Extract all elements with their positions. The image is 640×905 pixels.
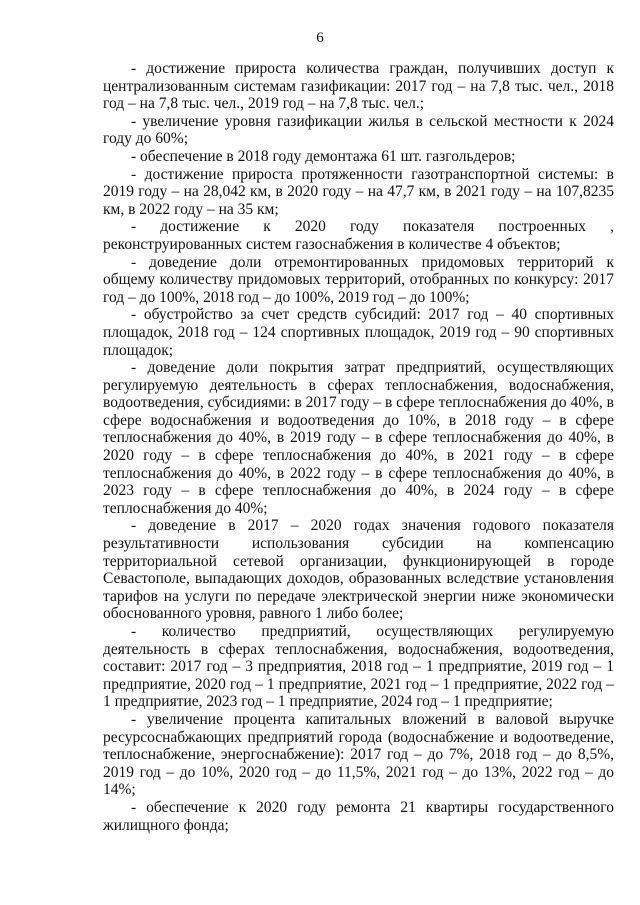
- list-item: - увеличение уровня газификации жилья в сельской местности к 2024 году до 60%;: [103, 112, 614, 148]
- list-item: - достижение прироста протяженности газотранспортной системы: в 2019 году – на 28,042 км, в 2020 году – на 47,7 км, в 2021 году – на 107,8235 км, в 2022 году – на 35 км;: [103, 165, 614, 218]
- list-item: - обеспечение в 2018 году демонтажа 61 шт. газгольдеров;: [131, 147, 516, 165]
- list-item: - достижение к 2020 году показателя построенных , реконструированных систем газоснабжения в количестве 4 объектов;: [103, 218, 614, 253]
- document-body: [103, 60, 614, 834]
- list-item: - увеличение процента капитальных вложений в валовой выручке ресурсоснабжающих предприятий города (водоснабжение и водоотведение, теплоснабжение, энергоснабжение): 2017 год – до 7%, 2018 год – до 8,5%, 2019 год – до 10%, 2020 год – до 11,5%, 2021 год – до 13%, 2022 год – до 14%;: [103, 710, 614, 799]
- list-item: - доведение доли покрытия затрат предприятий, осуществляющих регулируемую деятельность в сферах теплоснабжения, водоснабжения, водоотведения, субсидиями: в 2017 году – в сфере теплоснабжения до 40%, в сфере водоснабжения и водоотведения до 10%, в 2018 году – в сфере теплоснабжения до 40%, в 2019 году – в сфере теплоснабжения до 40%, в 2020 году – в сфере теплоснабжения до 40%, в 2021 году – в сфере теплоснабжения до 40%, в 2022 году – в сфере теплоснабжения до 40%, в 2023 году – в сфере теплоснабжения до 40%, в 2024 году – в сфере теплоснабжения до 40%;: [103, 359, 615, 517]
- page-number: 6: [316, 30, 324, 46]
- list-item: - обустройство за счет средств субсидий: 2017 год – 40 спортивных площадок, 2018 год – 124 спортивных площадок, 2019 год – 90 спортивных площадок;: [103, 306, 614, 359]
- list-item: - доведение в 2017 – 2020 годах значения годового показателя результативности использования субсидии на компенсацию территориальной сетевой организации, функционирующей в городе Севастополе, выпадающих доходов, образованных вследствие установления тарифов на услуги по передаче электрической энергии ниже экономически обоснованного уровня, равного 1 либо более;: [103, 517, 614, 623]
- list-item: - доведение доли отремонтированных придомовых территорий к общему количеству придомовых территорий, отобранных по конкурсу: 2017 год – до 100%, 2018 год – до 100%, 2019 год – до 100%;: [103, 253, 614, 306]
- list-item: - обеспечение к 2020 году ремонта 21 квартиры государственного жилищного фонда;: [103, 798, 614, 834]
- list-item: - достижение прироста количества граждан, получивших доступ к централизованным системам газификации: 2017 год – на 7,8 тыс. чел., 2018 год – на 7,8 тыс. чел., 2019 год – на 7,8 тыс. чел.;: [103, 60, 614, 113]
- list-item: - количество предприятий, осуществляющих регулируемую деятельность в сферах теплоснабжения, водоснабжения, водоотведения, составит: 2017 год – 3 предприятия, 2018 год – 1 предприятие, 2019 год – 1 предприятие, 2020 год – 1 предприятие, 2021 год – 1 предприятие, 2022 год – 1 предприятие, 2023 год – 1 предприятие, 2024 год – 1 предприятие;: [103, 623, 614, 711]
